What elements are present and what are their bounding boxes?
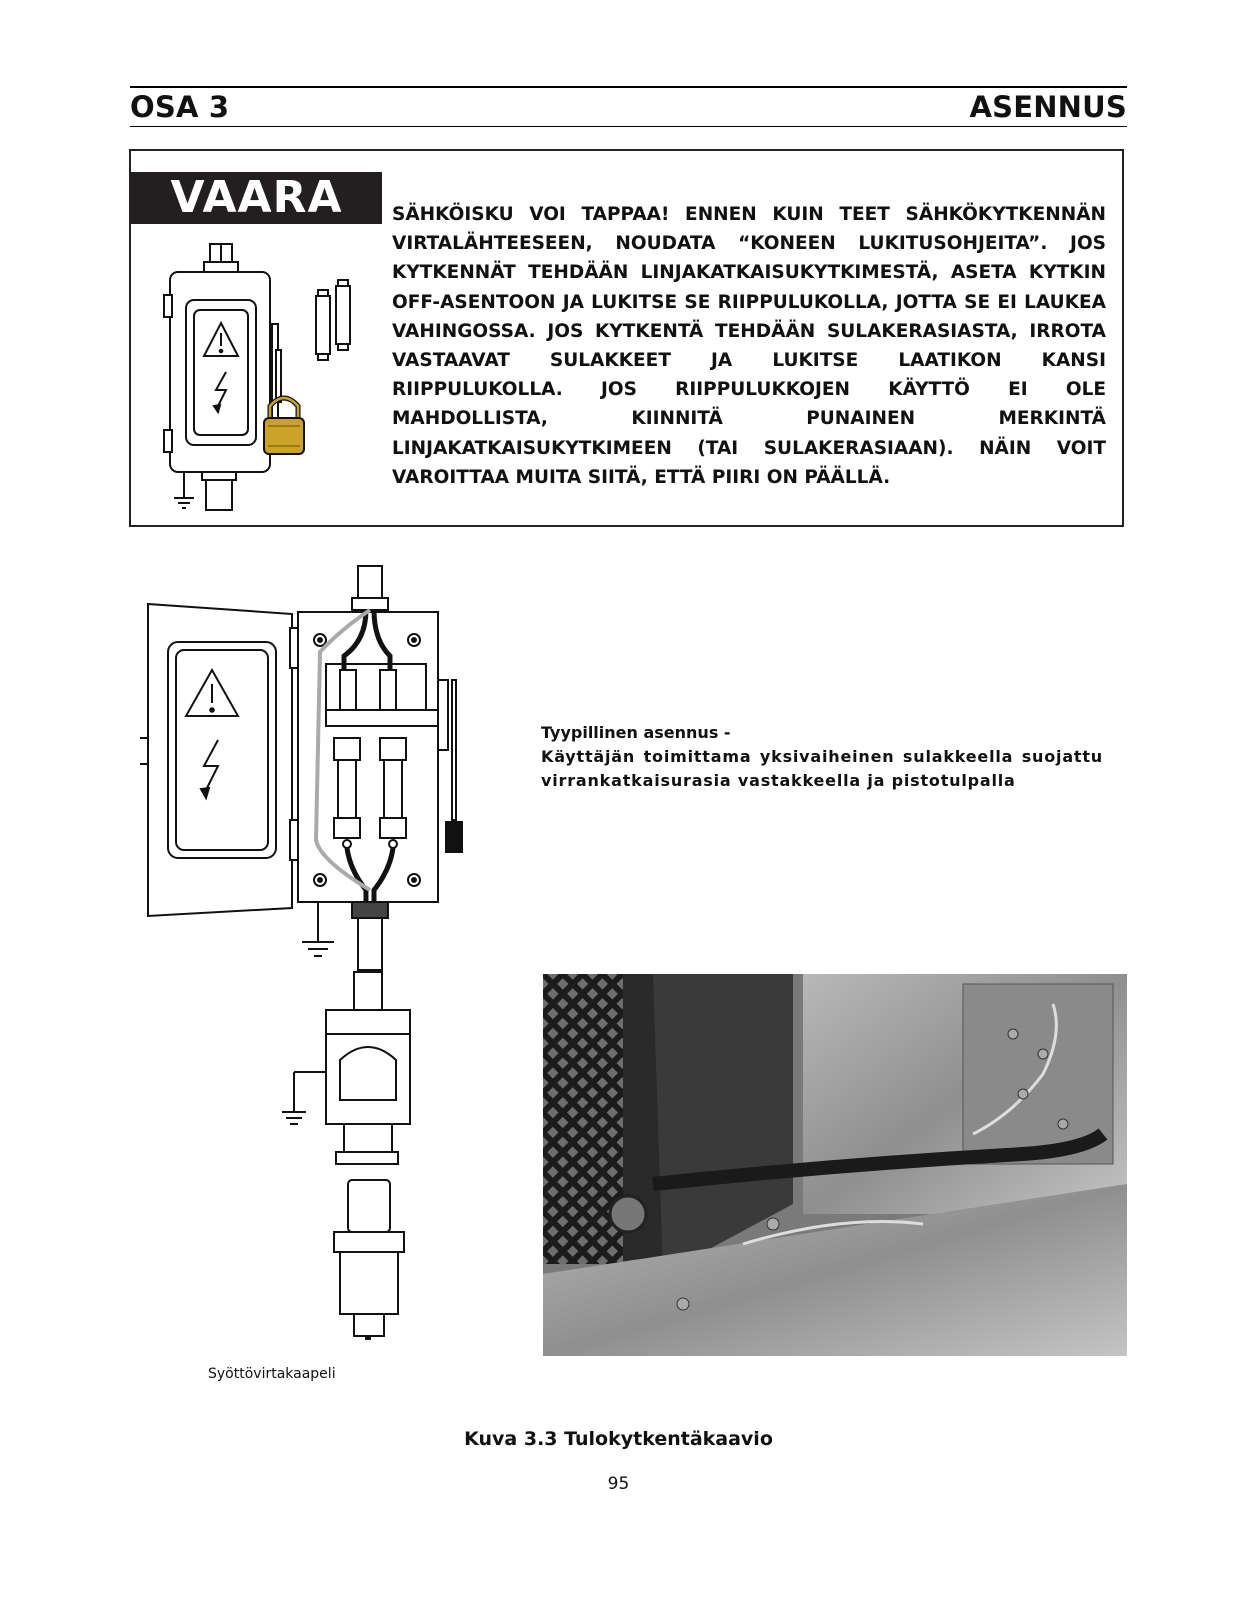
header-bottom-rule <box>130 126 1127 127</box>
installation-photo <box>543 974 1127 1356</box>
fused-disconnect-diagram <box>140 560 480 1340</box>
section-label: OSA 3 <box>130 90 230 124</box>
page-number: 95 <box>607 1474 630 1494</box>
warning-label: VAARA <box>131 172 382 224</box>
section-title: ASENNUS <box>969 90 1127 124</box>
lockout-disconnect-icon <box>160 240 360 515</box>
cable-label: Syöttövirtakaapeli <box>208 1366 336 1382</box>
diagram-caption <box>541 721 1103 793</box>
figure-caption: Kuva 3.3 Tulokytkentäkaavio <box>464 1428 773 1450</box>
warning-text: SÄHKÖISKU VOI TAPPAA! ENNEN KUIN TEET SÄHKÖKYTKENNÄN VIRTALÄHTEESEEN, NOUDATA “KONEEN LUKITUSOHJEITA”. JOS KYTKENNÄT TEHDÄÄN LINJAKATKAISUKYTKIMESTÄ, ASETA KYTKIN OFF-ASENTOON JA LUKITSE SE RIIPPULUKOLLA, JOTTA SE EI LAUKEA VAHINGOSSA. JOS KYTKENTÄ TEHDÄÄN SULAKERASIASTA, IRROTA VASTAAVAT SULAKKEET JA LUKITSE LAATIKON KANSI RIIPPULUKOLLA. JOS RIIPPULUKKOJEN KÄYTTÖ EI OLE MAHDOLLISTA, KIINNITÄ PUNAINEN MERKINTÄ LINJAKATKAISUKYTKIMEEN (TAI SULAKERASIAAN). NÄIN VOIT VAROITTAA MUITA SIITÄ, ETTÄ PIIRI ON PÄÄLLÄ. <box>392 204 1106 488</box>
caption-body: Käyttäjän toimittama yksivaiheinen sulakkeella suojattu virrankatkaisurasia vastakkeella ja pistotulpalla <box>541 747 1103 790</box>
caption-title: Tyypillinen asennus - <box>541 723 731 742</box>
